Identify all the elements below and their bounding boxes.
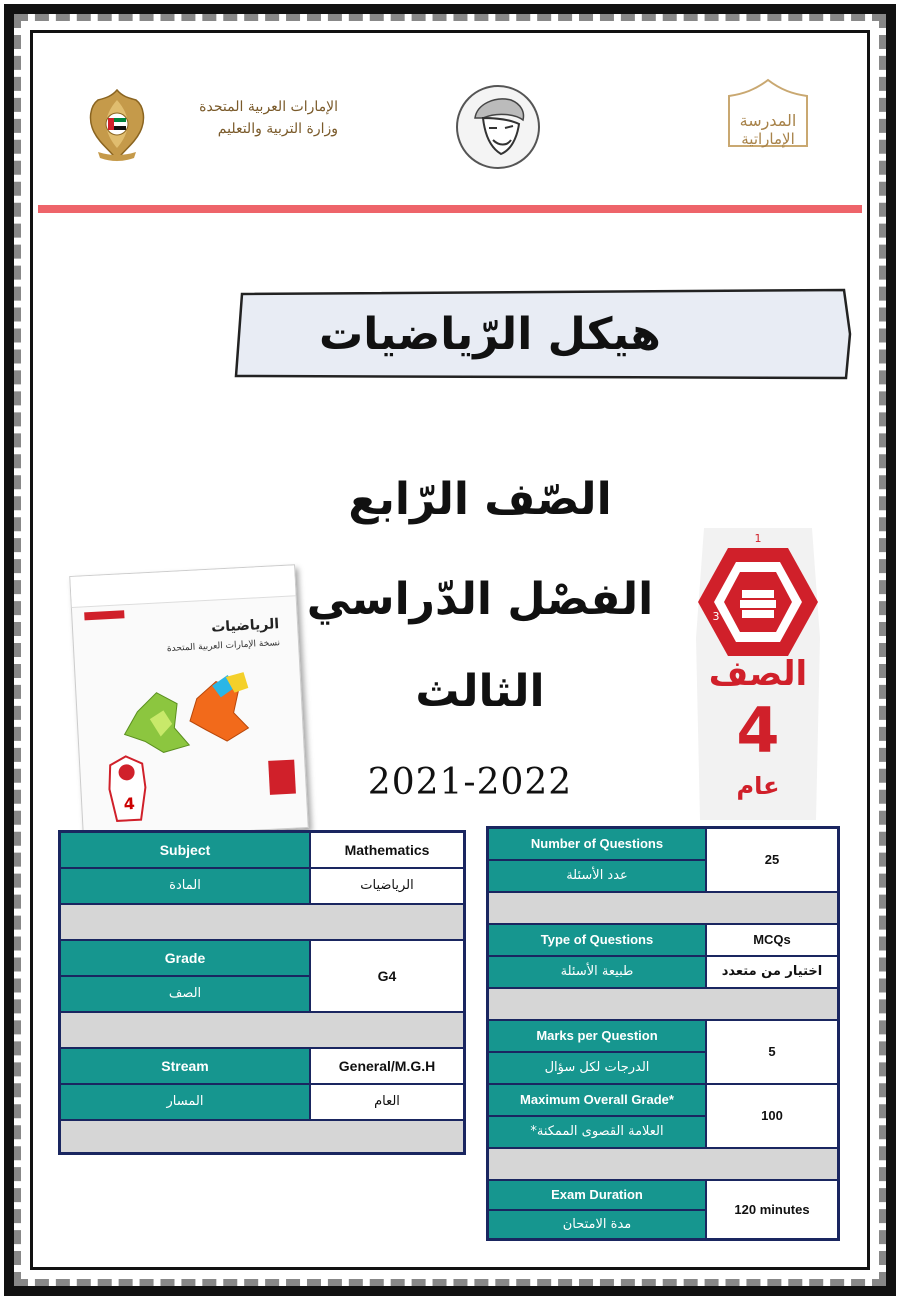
table-row [488, 924, 839, 956]
subject-value-ar: الرياضيات [310, 868, 465, 904]
semester-heading: الفصْل الدّراسي [306, 574, 654, 625]
type-label-en: Type of Questions [488, 924, 707, 956]
grade-label-ar: الصف [60, 976, 311, 1012]
table-row [60, 1048, 465, 1084]
spacer-row [60, 1120, 465, 1154]
semester-number: الثالث [415, 666, 545, 717]
publisher-logo [268, 760, 296, 795]
table-row [488, 1180, 839, 1210]
subject-label-ar: المادة [60, 868, 311, 904]
book-title: الرياضيات [210, 616, 280, 636]
spacer-cell [488, 1148, 839, 1180]
max-grade-value: 100 [706, 1084, 839, 1148]
table-row [488, 956, 839, 988]
spacer-cell [60, 904, 465, 940]
duration-label-ar: مدة الامتحان [488, 1210, 707, 1240]
table-row [60, 940, 465, 976]
type-value-en: MCQs [706, 924, 839, 956]
num-questions-label-en: Number of Questions [488, 828, 707, 860]
book-grade-badge-icon [104, 753, 152, 825]
type-value-ar: اختيار من متعدد [706, 956, 839, 988]
spacer-cell [488, 892, 839, 924]
uae-line-2: وزارة التربية والتعليم [217, 121, 338, 137]
badge-stream: عام [736, 772, 780, 800]
table-row [488, 1084, 839, 1116]
stream-label-en: Stream [60, 1048, 311, 1084]
ministry-name [158, 96, 338, 140]
subject-value-en: Mathematics [310, 832, 465, 868]
header-divider [38, 205, 862, 213]
portrait-logo-icon [455, 84, 541, 170]
spacer-row [60, 904, 465, 940]
spacer-cell [60, 1012, 465, 1048]
badge-segment-3: 3 [712, 610, 720, 623]
spacer-row [488, 988, 839, 1020]
duration-value: 120 minutes [706, 1180, 839, 1240]
subject-label-en: Subject [60, 832, 311, 868]
textbook-cover [69, 564, 309, 839]
spacer-row [488, 892, 839, 924]
badge-segment-2: 2 [796, 610, 804, 623]
table-row [488, 1020, 839, 1052]
academic-year: 2021-2022 [367, 762, 573, 803]
marks-value: 5 [706, 1020, 839, 1084]
exam-info-table [486, 826, 840, 1241]
stream-value-en: General/M.G.H [310, 1048, 465, 1084]
badge-label: الصف [708, 654, 808, 694]
badge-segment-1: 1 [754, 532, 762, 545]
spacer-cell [60, 1120, 465, 1154]
book-subtitle: نسخة الإمارات العربية المتحدة [166, 638, 281, 655]
max-grade-label-ar: العلامة القصوى الممكنة* [488, 1116, 707, 1148]
book-grade-number: 4 [123, 793, 136, 814]
grade-label-en: Grade [60, 940, 311, 976]
table-row [60, 832, 465, 868]
spacer-cell [488, 988, 839, 1020]
school-logo-text-1: المدرسة [739, 111, 797, 130]
spacer-row [60, 1012, 465, 1048]
stream-value-ar: العام [310, 1084, 465, 1120]
type-label-ar: طبيعة الأسئلة [488, 956, 707, 988]
table-row [60, 1084, 465, 1120]
book-tag [84, 610, 124, 620]
max-grade-label-en: Maximum Overall Grade* [488, 1084, 707, 1116]
badge-number: 4 [736, 694, 780, 767]
marks-label-en: Marks per Question [488, 1020, 707, 1052]
table-row [60, 868, 465, 904]
table-row [488, 828, 839, 860]
emirati-school-logo [715, 76, 821, 168]
page-title: هيكل الرّياضيات [319, 309, 661, 360]
duration-label-en: Exam Duration [488, 1180, 707, 1210]
marks-label-ar: الدرجات لكل سؤال [488, 1052, 707, 1084]
school-logo-text-2: الإماراتية [741, 130, 795, 148]
num-questions-value: 25 [706, 828, 839, 892]
uae-emblem-icon [84, 86, 150, 164]
stream-label-ar: المسار [60, 1084, 311, 1120]
spacer-row [488, 1148, 839, 1180]
subject-info-table [58, 830, 466, 1155]
grade-value: G4 [310, 940, 465, 1012]
num-questions-label-ar: عدد الأسئلة [488, 860, 707, 892]
grade-heading: الصّف الرّابع [348, 474, 612, 525]
uae-line-1: الإمارات العربية المتحدة [199, 99, 338, 115]
